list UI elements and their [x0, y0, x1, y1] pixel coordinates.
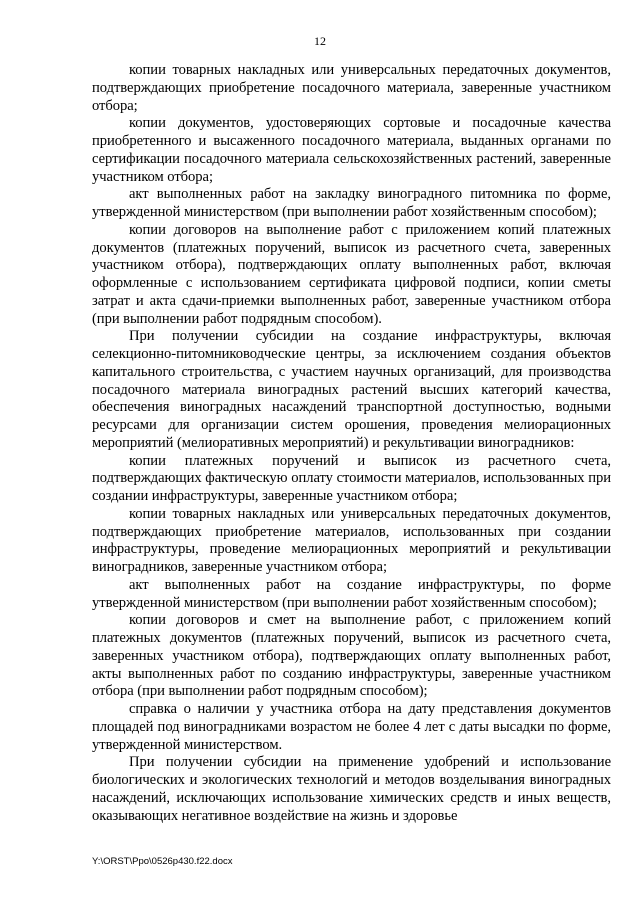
- page-number: 12: [314, 34, 326, 48]
- paragraph: акт выполненных работ на создание инфраструктуры, по форме утвержденной министерством (при выполнении работ хозяйственным способом);: [92, 576, 611, 611]
- paragraph: справка о наличии у участника отбора на дату представления документов площадей под виноградниками возрастом не более 4 лет с даты высадки по форме, утвержденной министерством.: [92, 701, 611, 753]
- paragraph: копии платежных поручений и выписок из расчетного счета, подтверждающих фактическую оплату стоимости материалов, использованных при создании инфраструктуры, заверенные участником отбора;: [92, 452, 611, 504]
- document-body: [92, 62, 611, 825]
- paragraph: копии документов, удостоверяющих сортовые и посадочные качества приобретенного и высаженного посадочного материала, выданных органами по сертификации посадочного материала сельскохозяйственных растений, заверенные участником отбора;: [92, 115, 611, 185]
- footer-file-path: Y:\ORST\Ppo\0526p430.f22.docx: [92, 856, 233, 867]
- paragraph: копии договоров и смет на выполнение работ, с приложением копий платежных документов (платежных поручений, выписок из расчетного счета, заверенных участником отбора), подтверждающих оплату выполненных работ, акты выполненных работ по созданию инфраструктуры, заверенные участником отбора (при выполнении работ подрядным способом);: [92, 612, 611, 700]
- paragraph: копии товарных накладных или универсальных передаточных документов, подтверждающих приобретение посадочного материала, заверенные участником отбора;: [92, 62, 611, 114]
- paragraph: При получении субсидии на создание инфраструктуры, включая селекционно-питомниководческие центры, за исключением создания объектов капитального строительства, с участием научных организаций, для производства посадочного материала виноградных растений высших категорий качества, обеспечения виноградных насаждений транспортной доступностью, водными ресурсами для организации систем орошения, проведения мелиорационных мероприятий (мелиоративных мероприятий) и рекультивации виноградников:: [92, 328, 611, 451]
- paragraph: копии договоров на выполнение работ с приложением копий платежных документов (платежных поручений, выписок из расчетного счета, заверенных участником отбора), подтверждающих оплату выполненных работ, включая оформленные с использованием сертификата цифровой подписи, копии сметы затрат и акта сдачи-приемки выполненных работ, заверенные участником отбора (при выполнении работ подрядным способом).: [92, 221, 611, 327]
- paragraph: акт выполненных работ на закладку виноградного питомника по форме, утвержденной министерством (при выполнении работ хозяйственным способом);: [92, 186, 611, 220]
- paragraph: копии товарных накладных или универсальных передаточных документов, подтверждающих приобретение материалов, использованных при создании инфраструктуры, проведение мелиорационных мероприятий и рекультивации виноградников, заверенные участником отбора;: [92, 505, 611, 575]
- paragraph: При получении субсидии на применение удобрений и использование биологических и экологических технологий и методов возделывания виноградных насаждений, исключающих использование химических средств и иных веществ, оказывающих негативное воздействие на жизнь и здоровье: [92, 754, 611, 824]
